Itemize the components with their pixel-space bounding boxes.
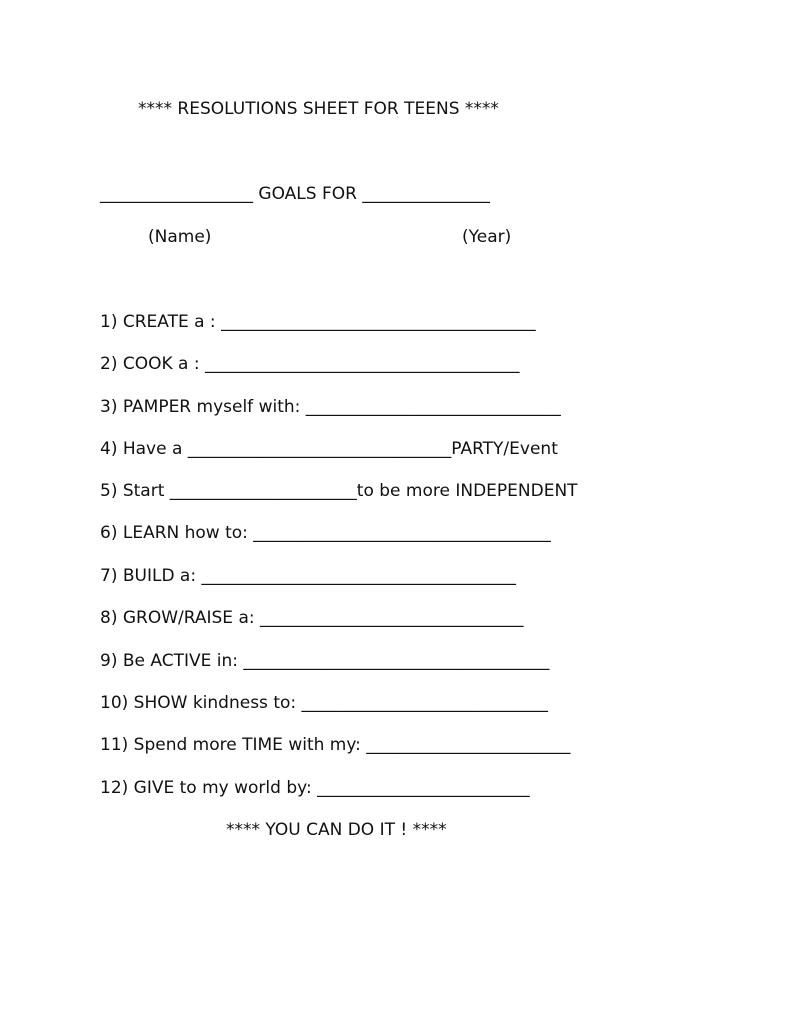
resolution-item-5: 5) Start ______________________to be more INDEPENDENT [100, 481, 578, 501]
goals-for-line: __________________ GOALS FOR _______________ [100, 184, 490, 204]
resolution-item-6: 6) LEARN how to: ___________________________________ [100, 523, 551, 543]
resolution-item-9: 9) Be ACTIVE in: ____________________________________ [100, 651, 550, 671]
resolution-item-12: 12) GIVE to my world by: _________________________ [100, 778, 530, 798]
resolution-item-10: 10) SHOW kindness to: _____________________________ [100, 693, 549, 713]
resolution-item-2: 2) COOK a : _____________________________________ [100, 354, 520, 374]
resolution-item-1: 1) CREATE a : _____________________________________ [100, 312, 536, 332]
resolution-item-4: 4) Have a _______________________________PARTY/Event [100, 439, 558, 459]
name-label: (Name) [148, 227, 212, 247]
sheet-title: **** RESOLUTIONS SHEET FOR TEENS **** [138, 99, 499, 119]
year-label: (Year) [462, 227, 512, 247]
resolution-item-3: 3) PAMPER myself with: ______________________________ [100, 397, 561, 417]
resolution-item-7: 7) BUILD a: _____________________________________ [100, 566, 516, 586]
closing-message: **** YOU CAN DO IT ! **** [226, 820, 447, 840]
resolution-item-8: 8) GROW/RAISE a: _______________________________ [100, 608, 524, 628]
resolution-item-11: 11) Spend more TIME with my: ________________________ [100, 735, 571, 755]
